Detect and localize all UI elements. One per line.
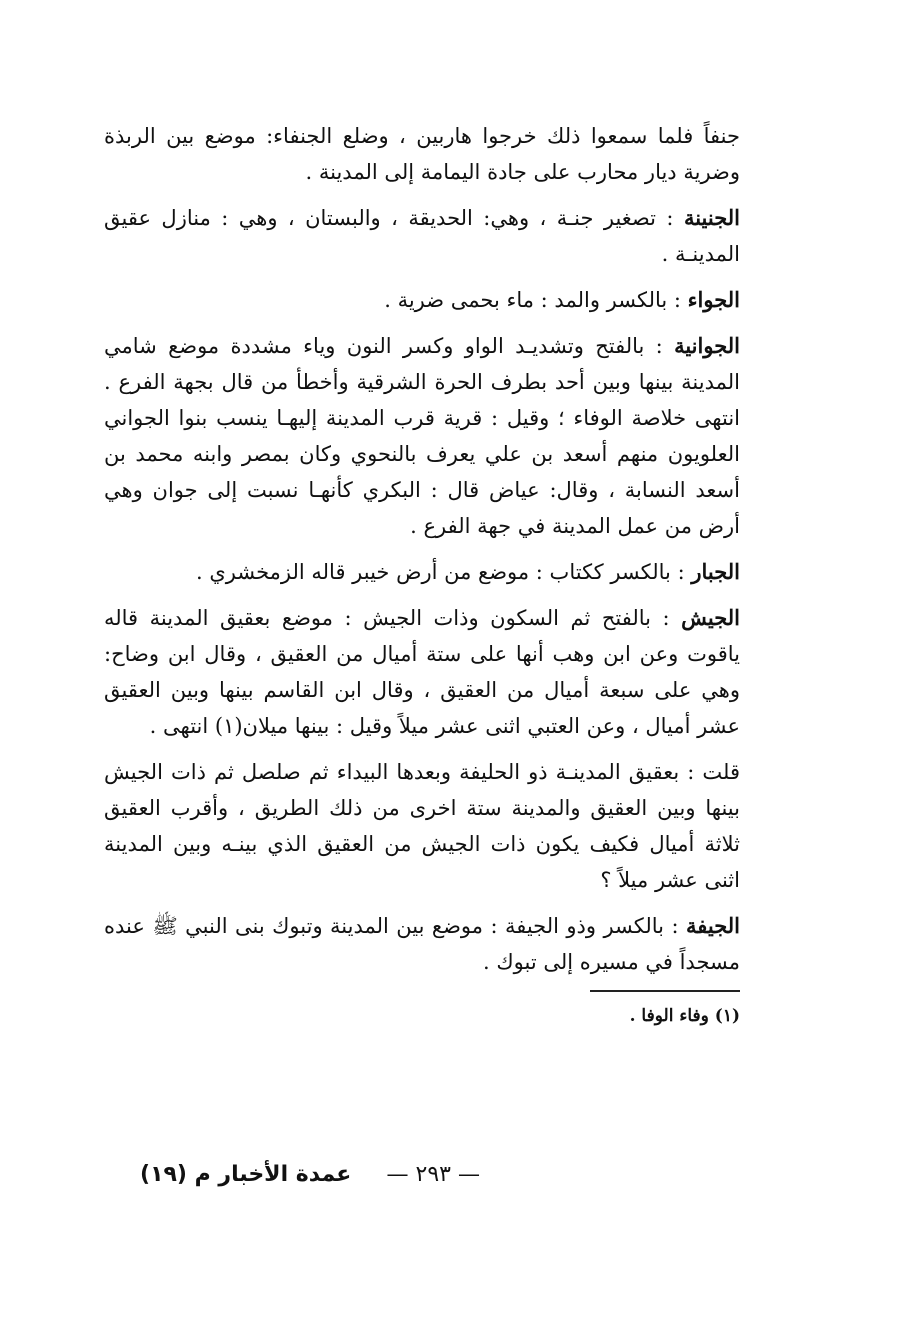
entry-text: : بالفتح ثم السكون وذات الجيش : موضع بعقيق المدينة قاله ياقوت وعن ابن وهب أنها على ستة أميال من العقيق ، وقال ابن وضاح: وهي على سبعة أميال من العقيق ، وقال ابن القاسم بينها وبين العقيق عشر أميال ، وعن العتبي اثنى عشر ميلاً وقيل : بينها ميلان(١) انتهى . xyxy=(104,606,740,738)
entry-term: الجيفة xyxy=(685,913,740,938)
entry-text: : تصغير جنـة ، وهي: الحديقة ، والبستان ، وهي : منازل عقيق المدينـة . xyxy=(104,206,740,266)
footnote: (١) وفاء الوفا . xyxy=(629,1006,740,1026)
entry-text: : بالكسر وذو الجيفة : موضع بين المدينة وتبوك بنى النبي ﷺ عنده مسجداً في مسيره إلى تبوك . xyxy=(104,914,740,974)
entry-al-jaysh xyxy=(104,600,740,744)
page-footer xyxy=(140,1160,480,1190)
entry-text: : بالكسر ككتاب : موضع من أرض خيبر قاله الزمخشري . xyxy=(195,560,692,584)
entry-al-juwaniyya xyxy=(104,328,740,544)
entry-text: : بالفتح وتشديـد الواو وكسر النون وياء مشددة موضع شامي المدينة بينها وبين أحد بطرف الحرة الشرقية وأخطأ من قال بجهة الفرع . انتهى خلاصة الوفاء ؛ وقيل : قرية قرب المدينة إليهـا ينسب بنوا الجواني العلويون منهم أسعد بن علي يعرف بالنحوي وكان بمصر وابنه محمد بن أسعد النسابة ، وقال: عياض قال : البكري كأنهـا نسبت إلى جوان وهي أرض من عمل المدينة في جهة الفرع . xyxy=(104,334,740,538)
entry-term: الجنينة xyxy=(683,205,740,230)
paragraph-1 xyxy=(104,118,740,190)
paragraph-text: قلت : بعقيق المدينـة ذو الحليفة وبعدها البيداء ثم صلصل ثم ذات الجيش بينها وبين العقيق والمدينة ستة اخرى من ذلك الطريق ، وأقرب العقيق ثلاثة أميال فكيف يكون ذات الجيش من العقيق الذي بينـه وبين المدينة اثنى عشر ميلاً ؟ xyxy=(104,760,740,892)
entry-text: : بالكسر والمد : ماء بحمى ضرية . xyxy=(384,288,688,312)
book-title: عمدة الأخبار م (١٩) xyxy=(140,1162,352,1187)
paragraph-qultu xyxy=(104,754,740,898)
footnote-separator xyxy=(590,990,740,992)
entry-term: الجواء xyxy=(687,287,740,312)
page-body xyxy=(104,118,740,1028)
entry-al-jiwa xyxy=(104,282,740,318)
entry-al-jifa xyxy=(104,908,740,980)
page-number: — ٢٩٣ — xyxy=(386,1162,480,1187)
entry-al-junayna xyxy=(104,200,740,272)
entry-al-jibar xyxy=(104,554,740,590)
paragraph-1-text: جنفاً فلما سمعوا ذلك خرجوا هاربين ، وضلع الجنفاء: موضع بين الربذة وضرية ديار محارب على جادة اليمامة إلى المدينة . xyxy=(104,124,740,184)
entry-term: الجيش xyxy=(681,605,740,630)
entry-term: الجوانية xyxy=(674,333,740,358)
entry-term: الجبار xyxy=(691,559,740,584)
